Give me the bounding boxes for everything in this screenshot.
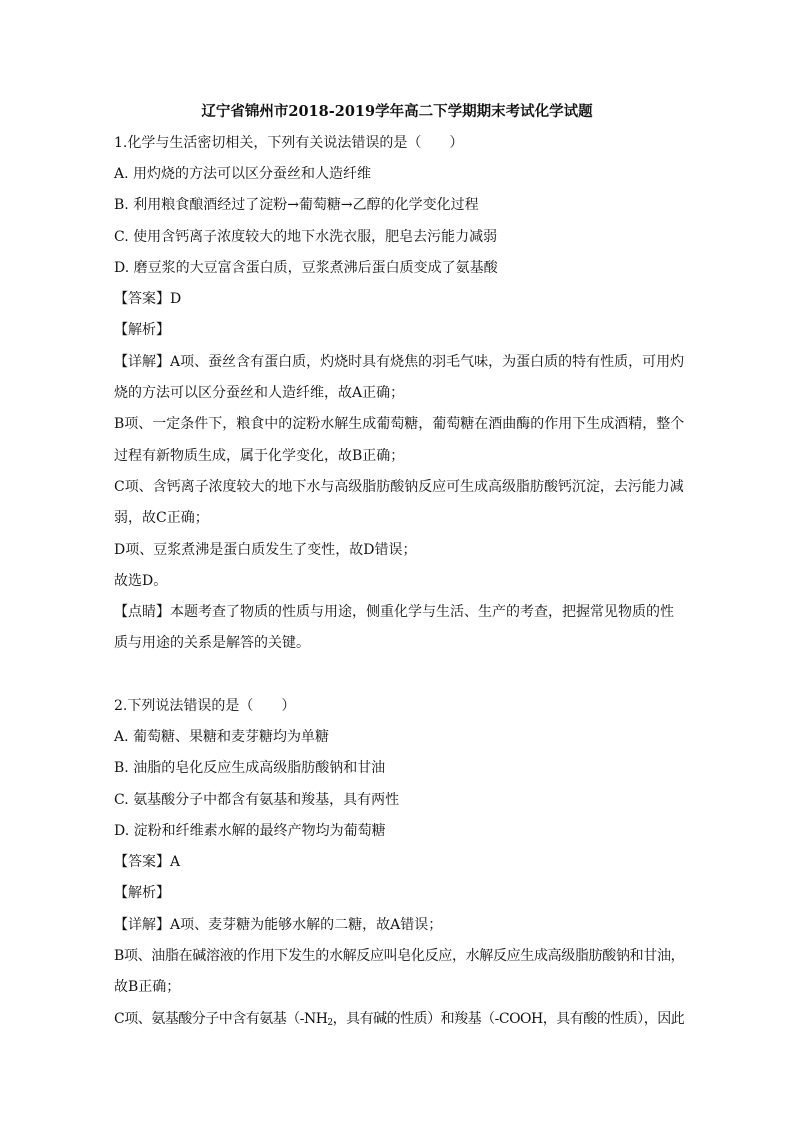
- question-2-option-a: A. 葡萄糖、果糖和麦芽糖均为单糖: [114, 729, 330, 745]
- question-1-remark-line: 【点睛】本题考查了物质的性质与用途，侧重化学与生活、生产的考查，把握常见物质的性: [114, 604, 674, 620]
- question-2-option-d: D. 淀粉和纤维素水解的最终产物均为葡萄糖: [114, 823, 386, 839]
- question-1-remark-line: 质与用途的关系是解答的关键。: [114, 635, 310, 651]
- question-2-option-b: B. 油脂的皂化反应生成高级脂肪酸钠和甘油: [114, 760, 386, 776]
- question-1-detail-line: D项、豆浆煮沸是蛋白质发生了变性，故D错误；: [114, 542, 417, 558]
- question-2-stem: 2.下列说法错误的是（ ）: [114, 698, 296, 714]
- subscript: 2: [327, 1018, 333, 1028]
- question-1-detail-line: C项、含钙离子浓度较大的地下水与高级脂肪酸钠反应可生成高级脂肪酸钙沉淀，去污能力减: [114, 479, 684, 495]
- question-2-detail-line: [114, 1009, 684, 1029]
- question-1-detail-line: 弱，故C正确；: [114, 510, 209, 526]
- question-2-detail-line: 【详解】A项、麦芽糖为能够水解的二糖，故A错误；: [114, 917, 443, 933]
- question-1-detail-line: 过程有新物质生成，属于化学变化，故B正确；: [114, 448, 405, 464]
- question-2-detail-line: 故B正确；: [114, 979, 181, 995]
- detail-text: ，具有碱的性质）和羧基（-COOH，具有酸的性质），因此: [332, 1011, 685, 1027]
- question-1-answer: 【答案】D: [114, 291, 182, 307]
- question-2-option-c: C. 氨基酸分子中都含有氨基和羧基，具有两性: [114, 792, 400, 808]
- question-2-detail-line: B项、油脂在碱溶液的作用下发生的水解反应叫皂化反应，水解反应生成高级脂肪酸钠和甘油，: [114, 948, 685, 964]
- question-1-option-a: A. 用灼烧的方法可以区分蚕丝和人造纤维: [114, 166, 372, 182]
- question-1-stem: 1.化学与生活密切相关，下列有关说法错误的是（ ）: [114, 135, 464, 151]
- detail-text: C项、氨基酸分子中含有氨基（-NH: [114, 1011, 328, 1027]
- page-title: 辽宁省锦州市2018-2019学年高二下学期期末考试化学试题: [201, 103, 593, 120]
- question-1-detail-line: B项、一定条件下，粮食中的淀粉水解生成葡萄糖，葡萄糖在酒曲酶的作用下生成酒精，整个: [114, 416, 685, 432]
- question-1-option-d: D. 磨豆浆的大豆富含蛋白质，豆浆煮沸后蛋白质变成了氨基酸: [114, 260, 498, 276]
- question-2-answer: 【答案】A: [114, 854, 181, 870]
- question-2-analysis-label: 【解析】: [114, 885, 170, 901]
- question-1-option-b: B. 利用粮食酿酒经过了淀粉→葡萄糖→乙醇的化学变化过程: [114, 197, 479, 213]
- question-1-analysis-label: 【解析】: [114, 322, 170, 338]
- question-1-option-c: C. 使用含钙离子浓度较大的地下水洗衣服，肥皂去污能力减弱: [114, 229, 498, 245]
- question-1-detail-line: 【详解】A项、蚕丝含有蛋白质，灼烧时具有烧焦的羽毛气味，为蛋白质的特有性质，可用灼: [114, 354, 685, 370]
- question-1-detail-line: 烧的方法可以区分蚕丝和人造纤维，故A正确；: [114, 385, 405, 401]
- question-1-conclusion: 故选D。: [114, 573, 168, 589]
